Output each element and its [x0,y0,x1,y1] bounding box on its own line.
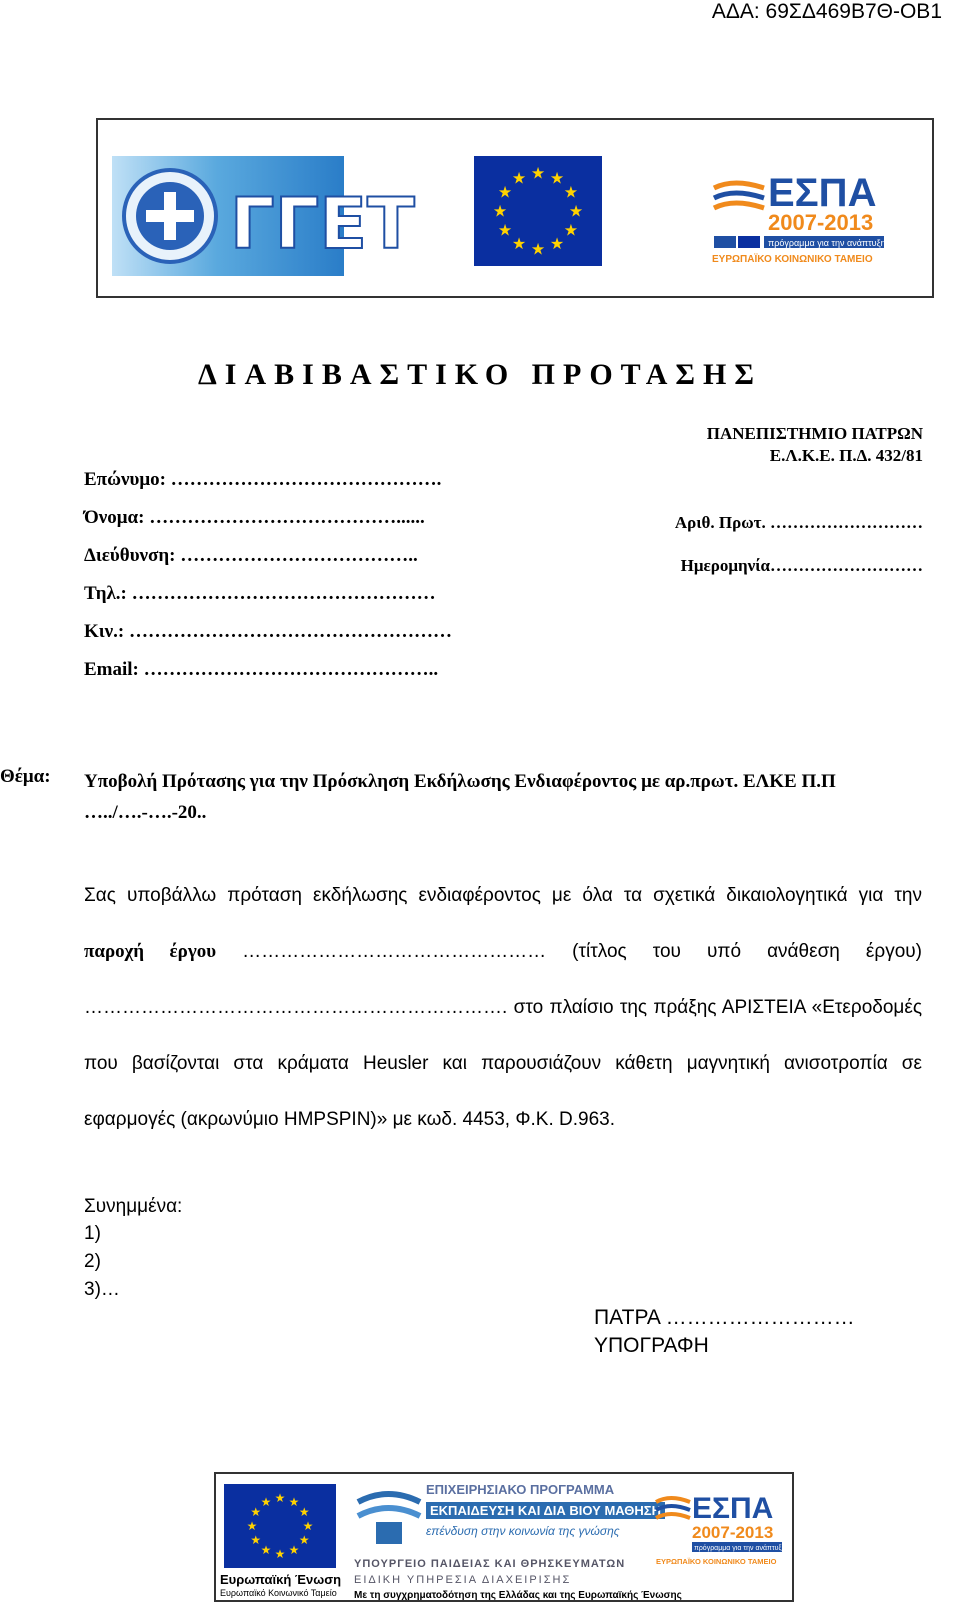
eu-star-icon: ★ [250,1533,262,1547]
eu-star-icon: ★ [260,1543,272,1558]
eu-star-icon: ★ [549,234,565,254]
program-title-line1: ΕΠΙΧΕΙΡΗΣΙΑΚΟ ΠΡΟΓΡΑΜΜΑ [426,1482,615,1497]
university-name: ΠΑΝΕΠΙΣΤΗΜΙΟ ΠΑΤΡΩΝ [706,424,923,443]
espa-bottom-years: 2007-2013 [692,1523,774,1542]
address-field: Διεύθυνση: ……………………………….. [84,545,418,566]
mobile-field: Κιν.: …………………………………………… [84,621,452,642]
eu-star-icon: ★ [250,1505,262,1519]
espa-top-years: 2007-2013 [768,210,874,235]
eu-star-icon: ★ [530,239,546,259]
eu-star-icon: ★ [492,201,508,221]
eu-star-icon: ★ [274,1491,286,1505]
ada-code: ΑΔΑ: 69ΣΔ469Β7Θ-ΟΒ1 [711,0,942,23]
surname-field: Επώνυμο: ……………………………………. [84,469,442,490]
body-text-1: Σας υποβάλλω πρόταση εκδήλωσης ενδιαφέροντος με όλα τα σχετικά δικαιολογητικά για την [84,885,922,906]
eu-star-icon: ★ [302,1519,314,1533]
eu-star-icon: ★ [288,1543,300,1558]
gset-logo [112,156,415,276]
email-field: Email: ……………………………………….. [84,659,439,680]
gset-logo-text: ΓΓΕΤ [230,183,415,265]
eu-star-icon: ★ [563,220,579,240]
signature-label: ΥΠΟΓΡΑΦΗ [594,1334,709,1357]
attachment-item: 3)… [84,1279,120,1300]
body-paragraph [84,868,922,1148]
name-field: Όνομα: …………………………………...... [84,507,425,528]
ministry-line2: ΕΙΔΙΚΗ ΥΠΗΡΕΣΙΑ ΔΙΑΧΕΙΡΙΣΗΣ [354,1574,572,1586]
cofunding-note: Με τη συγχρηματοδότηση της Ελλάδας και της Ευρωπαϊκής Ένωσης [354,1590,682,1601]
eu-star-icon: ★ [568,201,584,221]
eu-star-icon: ★ [530,163,546,183]
phone-field: Τηλ.: ………………………………………… [84,583,436,604]
espa-bottom-slogan: πρόγραμμα για την ανάπτυξη [694,1545,786,1552]
subject-label: Θέμα: [0,766,51,787]
elke-reference: Ε.Λ.Κ.Ε. Π.Δ. 432/81 [769,446,923,465]
document-title: ΔΙΑΒΙΒΑΣΤΙΚΟ ΠΡΟΤΑΣΗΣ [197,358,762,391]
ministry-line1: ΥΠΟΥΡΓΕΙΟ ΠΑΙΔΕΙΑΣ ΚΑΙ ΘΡΗΣΚΕΥΜΑΤΩΝ [354,1558,626,1570]
body-text-2: ………………………………………… (τίτλος του υπό ανάθεση έργου) …………………………………………………………. στο πλαίσιο της πράξης ΑΡΙΣΤΕΙΑ «Ετεροδομές που βασίζονται στα κράματα Heusler και παρουσιάζουν κάθετη μαγνητική ανισοτροπία σε εφαρμογές (ακρωνύμιο HMPSPIN)» με κωδ. 4453, Φ.Κ. D.963. [84,941,922,1130]
program-slogan: επένδυση στην κοινωνία της γνώσης [426,1524,620,1538]
eu-star-icon: ★ [563,182,579,202]
protocol-number: Αριθ. Πρωτ. ……………………… [674,513,923,532]
espa-top-slogan: πρόγραμμα για την ανάπτυξη [768,238,886,248]
eu-star-icon: ★ [497,220,513,240]
eu-star-icon: ★ [549,168,565,188]
espa-top-fund: ΕΥΡΩΠΑΪΚΟ ΚΟΙΝΩΝΙΚΟ ΤΑΜΕΙΟ [712,254,873,265]
espa-logo-bottom [654,1484,784,1568]
eu-star-icon: ★ [298,1505,310,1519]
top-logo-banner [96,118,934,298]
attachments-label: Συνημμένα: [84,1196,183,1217]
attachment-item: 2) [84,1251,101,1272]
subject-text: Υποβολή Πρότασης για την Πρόσκληση Εκδήλωσης Ενδιαφέροντος με αρ.πρωτ. ΕΛΚΕ Π.Π …../….-….-20.. [84,771,836,823]
date-field: Ημερομηνία……………………… [680,556,923,575]
eu-star-icon: ★ [298,1533,310,1547]
eu-subcaption: Ευρωπαϊκό Κοινωνικό Ταμείο [220,1588,337,1598]
eu-star-icon: ★ [497,182,513,202]
program-title-line2: ΕΚΠΑΙΔΕΥΣΗ ΚΑΙ ΔΙΑ ΒΙΟΥ ΜΑΘΗΣΗ [426,1502,665,1519]
signature-place: ΠΑΤΡΑ ……………………… [594,1306,855,1329]
eu-flag-top [474,156,602,266]
eu-star-icon: ★ [274,1547,286,1561]
eu-star-icon: ★ [260,1494,272,1509]
eu-star-icon: ★ [511,168,527,188]
body-bold-service: παροχή έργου [84,941,217,962]
eu-caption: Ευρωπαϊκή Ένωση [220,1572,342,1587]
bottom-logo-banner [214,1472,794,1602]
eu-star-icon: ★ [246,1519,258,1533]
espa-logo-top [710,166,890,266]
attachment-item: 1) [84,1223,101,1244]
espa-bottom-title: ΕΣΠΑ [692,1492,774,1525]
espa-top-title: ΕΣΠΑ [768,171,877,215]
eu-flag-bottom [224,1484,336,1568]
eu-star-icon: ★ [288,1494,300,1509]
eu-star-icon: ★ [511,234,527,254]
espa-bottom-fund: ΕΥΡΩΠΑΪΚΟ ΚΟΙΝΩΝΙΚΟ ΤΑΜΕΙΟ [656,1557,777,1566]
